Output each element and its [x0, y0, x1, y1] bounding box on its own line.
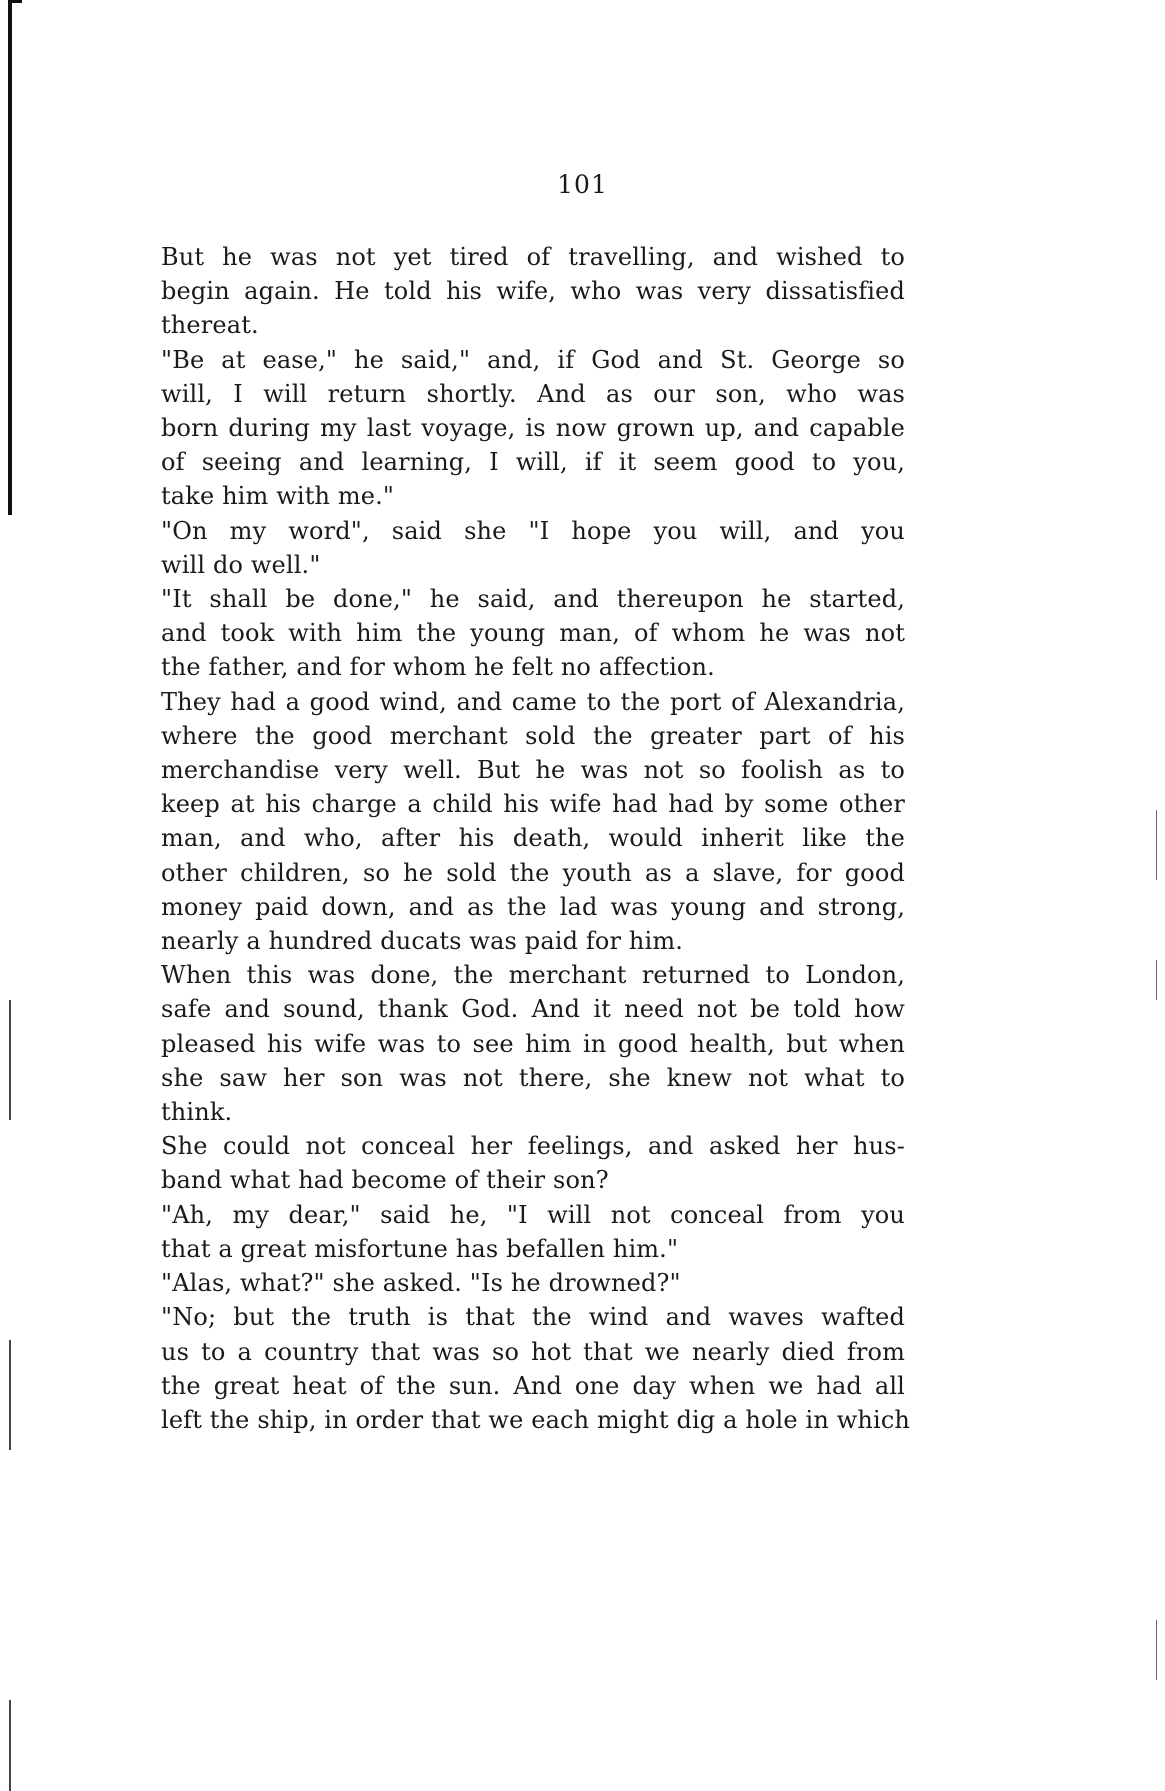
text-line: When this was done, the merchant returned to London, — [161, 961, 905, 990]
text-line: man, and who, after his death, would inherit like the — [161, 824, 905, 853]
page-number: 101 — [557, 170, 608, 199]
text-line: where the good merchant sold the greater part of his — [161, 721, 905, 750]
text-line: But he was not yet tired of travelling, and wished to — [161, 243, 905, 271]
paragraph — [161, 343, 905, 514]
text-line: us to a country that was so hot that we nearly died from — [161, 1337, 905, 1366]
text-line: pleased his wife was to see him in good health, but when — [161, 1029, 905, 1058]
scan-border-left — [8, 0, 12, 515]
paragraph — [161, 240, 905, 343]
paragraph — [161, 685, 905, 959]
text-line: born during my last voyage, is now grown up, and capable — [161, 414, 905, 443]
text-line: take him with me." — [161, 482, 395, 511]
text-line: money paid down, and as the lad was young and strong, — [161, 892, 905, 921]
text-line: of seeing and learning, I will, if it seem good to you, — [161, 448, 905, 477]
text-line: and took with him the young man, of whom he was not — [161, 619, 905, 648]
scan-border-fragment — [1156, 1620, 1157, 1680]
text-line: keep at his charge a child his wife had had by some other — [161, 790, 905, 819]
paragraph — [161, 1300, 911, 1437]
text-line: "On my word", said she "I hope you will, and you — [161, 516, 905, 545]
paragraph — [161, 514, 905, 582]
paragraph — [161, 1198, 905, 1266]
text-line: nearly a hundred ducats was paid for him. — [161, 927, 684, 956]
body-text — [161, 240, 911, 1437]
scan-border-fragment — [1156, 960, 1157, 1000]
text-line: begin again. He told his wife, who was very dissatisfied — [161, 277, 905, 306]
text-line: thereat. — [161, 311, 259, 340]
text-line: left the ship, in order that we each might dig a hole in which — [161, 1405, 911, 1434]
text-line: "Ah, my dear," said he, "I will not conceal from you — [161, 1200, 905, 1229]
text-line: she saw her son was not there, she knew not what to — [161, 1063, 905, 1092]
paragraph — [161, 958, 905, 1129]
scan-border-fragment — [9, 1340, 11, 1450]
paragraph — [161, 1129, 905, 1197]
text-line: that a great misfortune has befallen him." — [161, 1234, 679, 1263]
text-line: merchandise very well. But he was not so foolish as to — [161, 756, 905, 785]
paragraph — [161, 582, 905, 685]
scan-border-corner — [8, 0, 22, 3]
text-line: She could not conceal her feelings, and asked her hus- — [161, 1132, 905, 1161]
text-line: think. — [161, 1098, 233, 1127]
scan-border-fragment — [9, 1000, 11, 1120]
text-line: "It shall be done," he said, and thereupon he started, — [161, 585, 905, 614]
scan-border-fragment — [9, 1700, 11, 1791]
text-line: will do well." — [161, 550, 321, 579]
text-line: the father, and for whom he felt no affection. — [161, 653, 715, 682]
text-line: They had a good wind, and came to the port of Alexandria, — [161, 687, 905, 716]
text-line: safe and sound, thank God. And it need not be told how — [161, 995, 905, 1024]
text-line: will, I will return shortly. And as our son, who was — [161, 379, 905, 408]
text-line: "No; but the truth is that the wind and waves wafted — [161, 1303, 905, 1332]
paragraph — [161, 1266, 905, 1300]
text-line: the great heat of the sun. And one day when we had all — [161, 1371, 905, 1400]
text-line: other children, so he sold the youth as a slave, for good — [161, 858, 905, 887]
text-line: band what had become of their son? — [161, 1166, 609, 1195]
scan-border-fragment — [1156, 810, 1157, 880]
text-line: "Alas, what?" she asked. "Is he drowned?" — [161, 1269, 681, 1298]
text-line: "Be at ease," he said," and, if God and St. George so — [161, 345, 905, 374]
